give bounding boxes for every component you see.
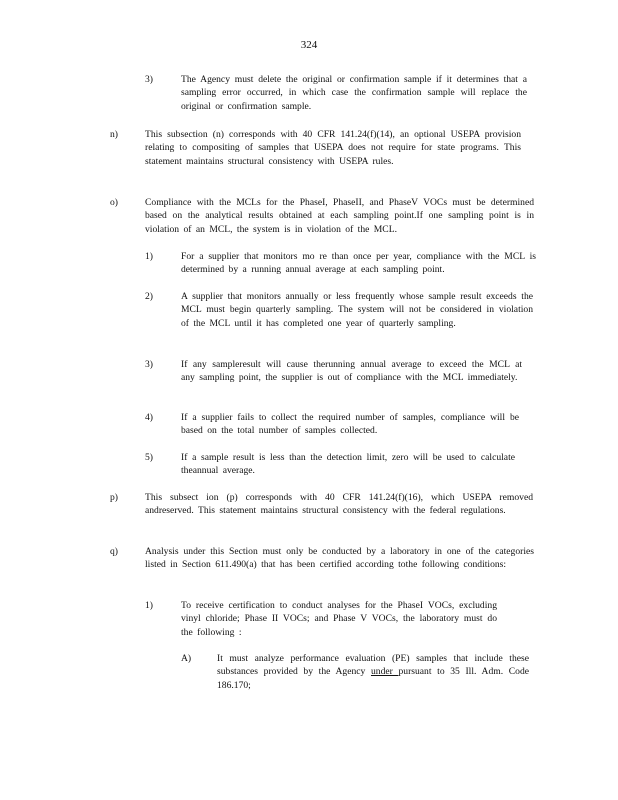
subsection-label-o: o) bbox=[110, 197, 118, 208]
page-number: 324 bbox=[300, 39, 318, 51]
underlined-text: under bbox=[370, 666, 399, 678]
item-label: 3) bbox=[145, 359, 153, 370]
item-text: If a supplier fails to collect the required number of samples, compliance will be based on the total number of samples collected. bbox=[181, 412, 519, 437]
item-text: For a supplier that monitors mo re than once per year, compliance with the MCL is determined by a running annual average at each sampling point. bbox=[181, 251, 536, 276]
text-segment: pursuant to 35 Ill. Adm. Code 186.170; bbox=[217, 666, 530, 691]
item-text bbox=[217, 652, 529, 692]
subsection-label-p: p) bbox=[110, 492, 118, 503]
item-label: 1) bbox=[145, 600, 153, 611]
subsection-text-n: This subsection (n) corresponds with 40 CFR 141.24(f)(14), an optional USEPA provision relating to compositing of samples that USEPA does not require for state programs. This statement maintains structural consistency with USEPA rules. bbox=[145, 129, 521, 167]
subsection-label-q: q) bbox=[110, 546, 118, 557]
item-text: If any sampleresult will cause therunning annual average to exceed the MCL at any sampling point, the supplier is out of compliance with the MCL immediately. bbox=[181, 359, 522, 384]
item-label: 2) bbox=[145, 291, 153, 302]
subsection-text-o: Compliance with the MCLs for the PhaseI, PhaseII, and PhaseV VOCs must be determined based on the analytical results obtained at each sampling point.If one sampling point is in violation of an MCL, the system is in violation of the MCL. bbox=[145, 197, 534, 235]
item-text: If a sample result is less than the detection limit, zero will be used to calculate theannual average. bbox=[181, 452, 515, 477]
subsection-text-q: Analysis under this Section must only be conducted by a laboratory in one of the categories listed in Section 611.490(a) that has been certified according tothe following conditions: bbox=[145, 546, 534, 571]
item-label: 5) bbox=[145, 452, 153, 463]
item-text: The Agency must delete the original or confirmation sample if it determines that a sampling error occurred, in which case the confirmation sample will replace the original or confirmation sample. bbox=[181, 74, 527, 112]
item-label: A) bbox=[181, 653, 192, 664]
item-label: 3) bbox=[145, 74, 153, 85]
item-text: To receive certification to conduct analyses for the PhaseI VOCs, excluding vinyl chloride; Phase II VOCs; and Phase V VOCs, the laboratory must do the following : bbox=[181, 600, 497, 638]
text-segment: It must analyze performance evaluation (PE) samples that include these substances provided by the Agency bbox=[217, 653, 529, 678]
item-label: 1) bbox=[145, 251, 153, 262]
item-text: A supplier that monitors annually or less frequently whose sample result exceeds the MCL must begin quarterly sampling. The system will not be considered in violation of the MCL until it has completed one year of quarterly sampling. bbox=[181, 291, 533, 329]
item-label: 4) bbox=[145, 412, 153, 423]
subsection-label-n: n) bbox=[110, 129, 118, 140]
subsection-text-p: This subsect ion (p) corresponds with 40 CFR 141.24(f)(16), which USEPA removed andreserved. This statement maintains structural consistency with the federal regulations. bbox=[145, 492, 533, 517]
